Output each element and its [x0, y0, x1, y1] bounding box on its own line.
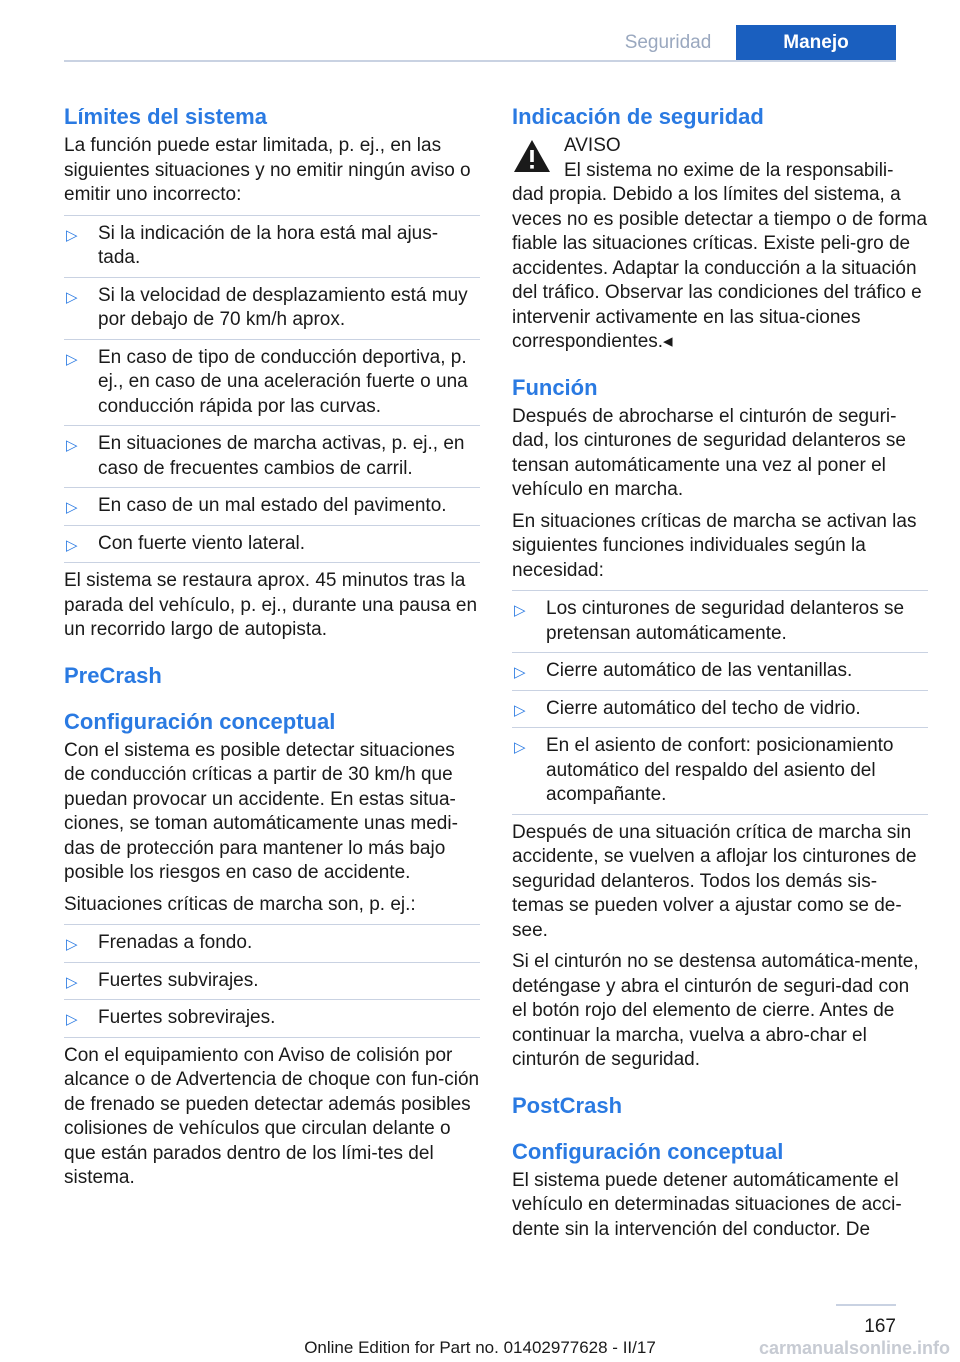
triangle-right-icon: ▷ [66, 437, 78, 454]
paragraph: Situaciones críticas de marcha son, p. ej.: [64, 893, 416, 915]
paragraph: Después de una situación crítica de marcha sin accidente, se vuelven a aflojar los cinturones de seguridad delanteros. Todos los demás sis-temas se pueden volver a ajustar como se de-see. [512, 821, 917, 941]
heading-postcrash: PostCrash [512, 1092, 623, 1118]
header-divider [64, 60, 896, 62]
bullet-list-limites [64, 215, 480, 564]
list-item: ▷ Si la velocidad de desplazamiento está muy por debajo de 70 km/h aprox. [64, 278, 480, 340]
heading-limites: Límites del sistema [64, 104, 267, 129]
warning-triangle-icon [512, 138, 552, 174]
list-item: ▷ Fuertes sobrevirajes. [64, 1000, 480, 1038]
triangle-right-icon: ▷ [66, 288, 78, 306]
warning-label: AVISO [564, 135, 621, 156]
list-item: ▷ Cierre automático del techo de vidrio. [512, 691, 928, 729]
warning-block [512, 134, 928, 355]
left-column [64, 100, 480, 1198]
list-item: ▷ En situaciones de marcha activas, p. ej., en caso de frecuentes cambios de carril. [64, 426, 480, 488]
heading-configuracion-2: Configuración conceptual [512, 1138, 784, 1164]
warning-text-first: El sistema no exime de la responsabili- [564, 159, 894, 181]
heading-funcion: Función [512, 374, 598, 400]
tab-manejo[interactable]: Manejo [736, 25, 896, 61]
list-item: ▷ Con fuerte viento lateral. [64, 526, 480, 564]
paragraph: La función puede estar limitada, p. ej., en las siguientes situaciones y no emitir ningún aviso o emitir uno incorrecto: [64, 135, 471, 205]
footer-divider [836, 1304, 896, 1306]
triangle-right-icon: ▷ [66, 973, 78, 991]
list-item: ▷ En caso de tipo de conducción deportiva, p. ej., en caso de una aceleración fuerte o una conducción rápida por las curvas. [64, 340, 480, 427]
heading-precrash: PreCrash [64, 662, 162, 688]
paragraph: En situaciones críticas de marcha se activan las siguientes funciones individuales según la necesidad: [512, 510, 917, 581]
paragraph: Si el cinturón no se destensa automática-mente, deténgase y abra el cinturón de seguri-dad con el botón rojo del elemento de cierre. Antes de continuar la marcha, vuelva a abro-char el cinturón de seguridad. [512, 951, 919, 1070]
paragraph: Con el equipamiento con Aviso de colisión por alcance o de Advertencia de choque con fun-ción de frenado se pueden detectar además posibles colisiones de vehículos que circulan delante o que están parados dentro de los lími-tes del sistema. [64, 1044, 480, 1188]
right-column [512, 100, 928, 1249]
triangle-right-icon: ▷ [514, 602, 526, 619]
triangle-right-icon: ▷ [66, 226, 78, 244]
paragraph: Después de abrocharse el cinturón de seguri-dad, los cinturones de seguridad delanteros se tensan automáticamente una vez al poner el vehículo en marcha. [512, 405, 906, 500]
watermark: carmanualsonline.info [758, 1338, 950, 1358]
heading-configuracion: Configuración conceptual [64, 708, 336, 734]
triangle-right-icon: ▷ [66, 936, 78, 953]
list-item: ▷ Si la indicación de la hora está mal ajus-tada. [64, 215, 480, 278]
triangle-right-icon: ▷ [66, 499, 78, 516]
header-tabs [0, 25, 960, 61]
triangle-right-icon: ▷ [66, 1011, 78, 1028]
paragraph: El sistema puede detener automáticamente el vehículo en determinadas situaciones de acci-dente sin la intervención del conductor. De [512, 1169, 902, 1240]
heading-indicacion: Indicación de seguridad [512, 104, 764, 129]
triangle-right-icon: ▷ [514, 739, 526, 756]
paragraph: Con el sistema es posible detectar situaciones de conducción críticas a partir de 30 km/h que puedan provocar un accidente. En estas situa-ciones, se toman automáticamente unas medi-das de protección para mantener lo más bajo posible los riesgos en caso de accidente. [64, 739, 458, 883]
bullet-list-funciones [512, 590, 928, 815]
list-item: ▷ Fuertes subvirajes. [64, 963, 480, 1001]
list-item: ▷ En caso de un mal estado del pavimento. [64, 488, 480, 526]
tab-seguridad[interactable]: Seguridad [624, 32, 712, 53]
list-item: ▷ Los cinturones de seguridad delanteros se pretensan automáticamente. [512, 590, 928, 653]
paragraph: El sistema se restaura aprox. 45 minutos tras la parada del vehículo, p. ej., durante una pausa en un recorrido largo de autopista. [64, 570, 478, 640]
page-number: 167 [864, 1316, 896, 1337]
list-item: ▷ En el asiento de confort: posicionamiento automático del respaldo del asiento del acompañante. [512, 728, 928, 815]
triangle-right-icon: ▷ [514, 701, 526, 719]
triangle-right-icon: ▷ [514, 664, 526, 681]
triangle-right-icon: ▷ [66, 536, 78, 554]
triangle-right-icon: ▷ [66, 350, 78, 368]
bullet-list-situaciones [64, 924, 480, 1038]
warning-text-rest: dad propia. Debido a los límites del sistema, a veces no es posible detectar a tiempo o de forma fiable las situaciones críticas. Existe peli-gro de accidentes. Adaptar la conducción a la situación del tráfico. Observar las condiciones del tráfico e intervenir activamente en las situa-ciones correspondientes.◂ [512, 184, 928, 352]
list-item: ▷ Cierre automático de las ventanillas. [512, 653, 928, 691]
list-item: ▷ Frenadas a fondo. [64, 924, 480, 963]
edition-text: Online Edition for Part no. 01402977628 - II/17 [304, 1338, 656, 1357]
